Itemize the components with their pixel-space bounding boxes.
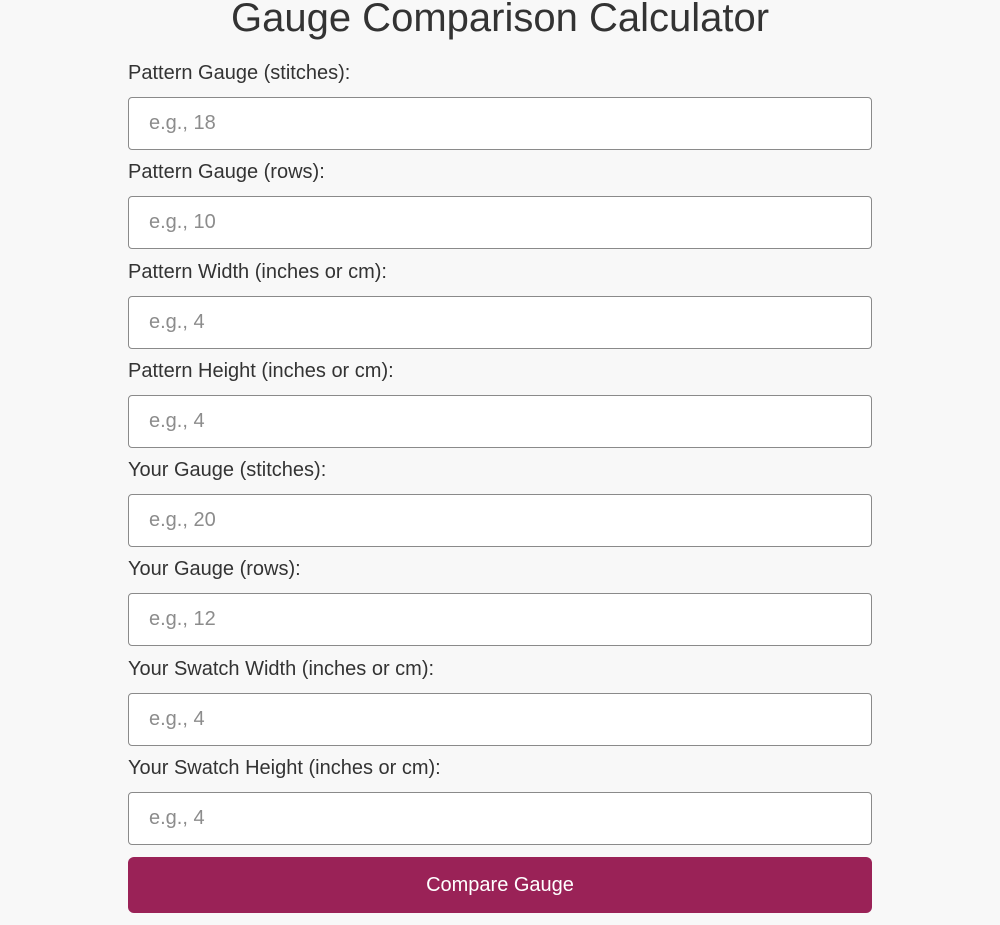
input-your-swatch-width[interactable] — [128, 693, 872, 746]
label-pattern-gauge-rows: Pattern Gauge (rows): — [128, 161, 325, 184]
field-pattern-gauge-stitches — [128, 56, 872, 155]
field-your-gauge-stitches — [128, 453, 872, 552]
field-pattern-height — [128, 354, 872, 453]
label-your-swatch-width: Your Swatch Width (inches or cm): — [128, 657, 435, 680]
input-pattern-gauge-stitches[interactable] — [128, 97, 872, 150]
input-pattern-width[interactable] — [128, 296, 872, 349]
field-pattern-width — [128, 255, 872, 354]
input-your-gauge-stitches[interactable] — [128, 494, 872, 547]
input-pattern-height[interactable] — [128, 395, 872, 448]
field-your-swatch-width — [128, 652, 872, 751]
label-your-gauge-stitches: Your Gauge (stitches): — [128, 459, 327, 482]
label-pattern-gauge-stitches: Pattern Gauge (stitches): — [128, 62, 351, 84]
input-your-swatch-height[interactable] — [128, 792, 872, 845]
input-your-gauge-rows[interactable] — [128, 593, 872, 646]
compare-gauge-button[interactable]: Compare Gauge — [128, 857, 872, 913]
label-pattern-width: Pattern Width (inches or cm): — [128, 260, 387, 283]
page-title: Gauge Comparison Calculator — [230, 0, 770, 40]
input-pattern-gauge-rows[interactable] — [128, 196, 872, 249]
field-your-gauge-rows — [128, 552, 872, 651]
label-pattern-height: Pattern Height (inches or cm): — [128, 359, 394, 382]
field-your-swatch-height — [128, 751, 872, 850]
field-pattern-gauge-rows — [128, 155, 872, 254]
label-your-swatch-height: Your Swatch Height (inches or cm): — [128, 757, 441, 780]
gauge-form — [128, 56, 872, 850]
label-your-gauge-rows: Your Gauge (rows): — [128, 558, 301, 581]
